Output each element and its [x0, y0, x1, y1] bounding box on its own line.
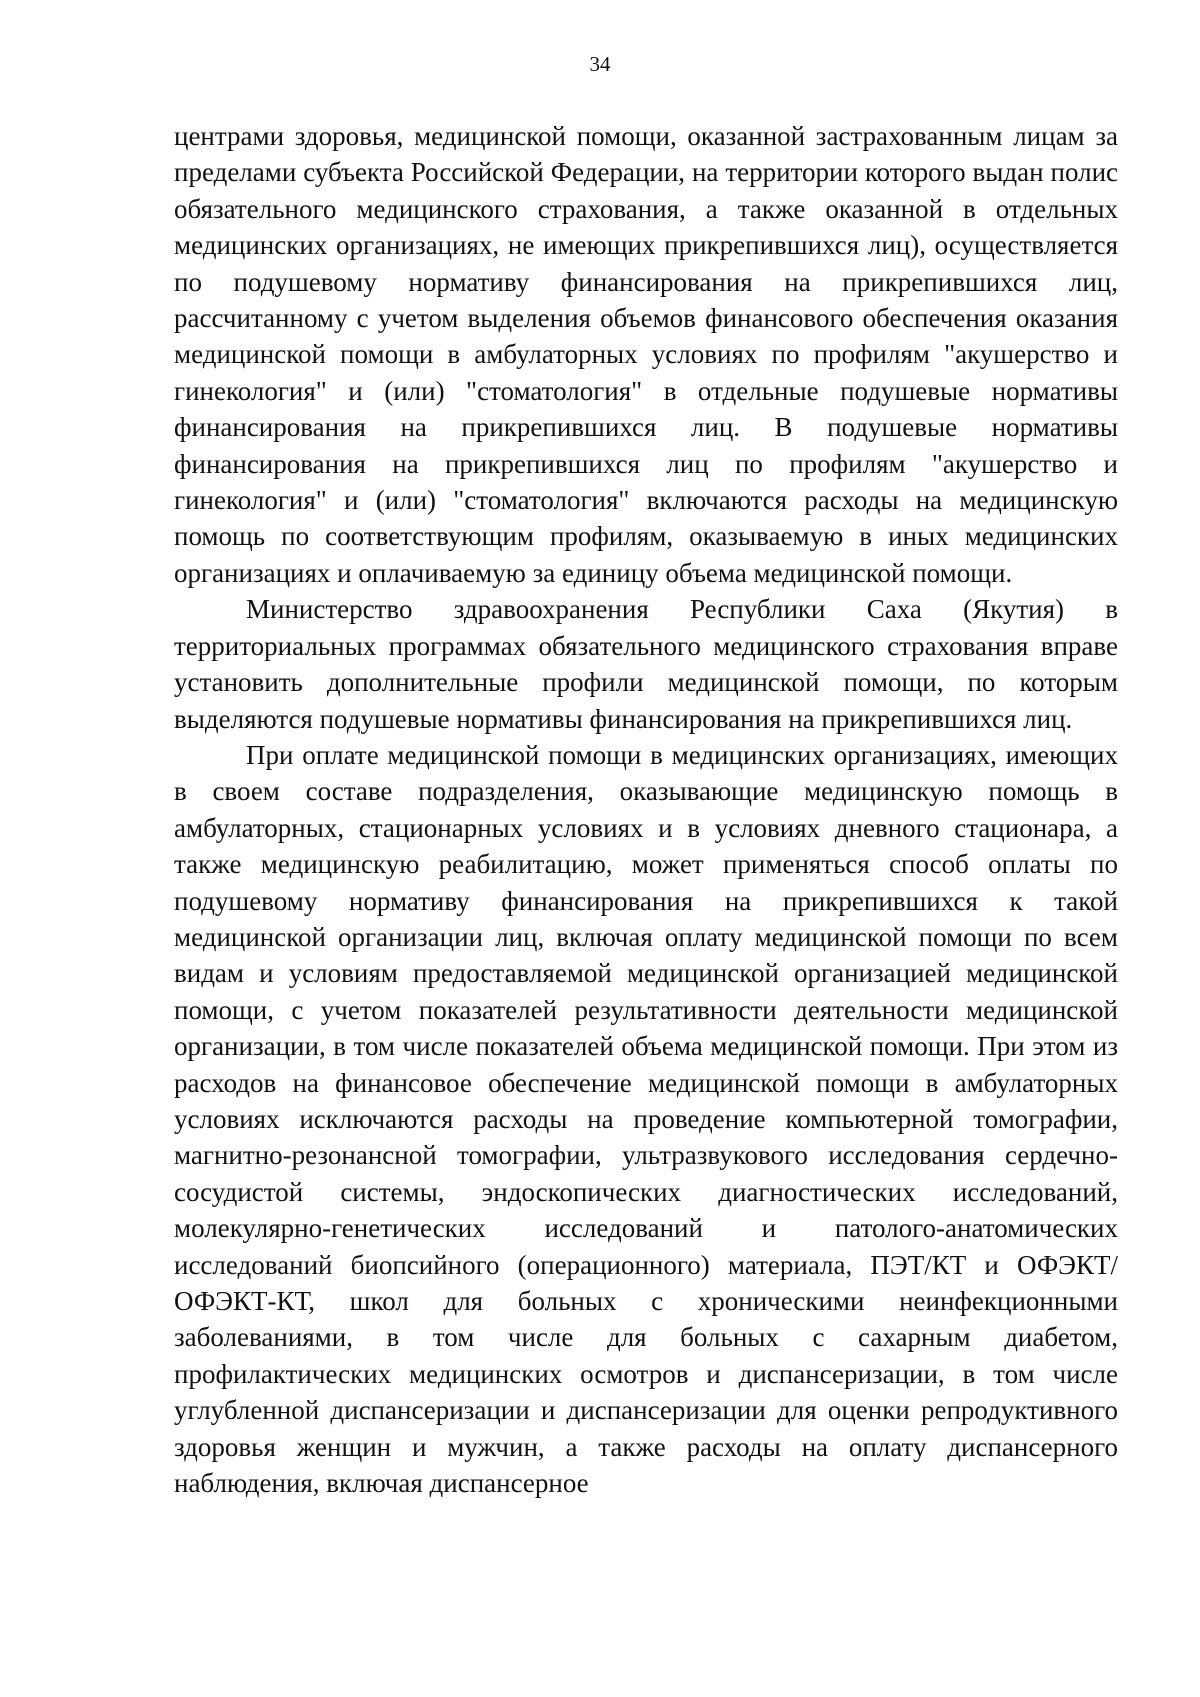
paragraph-continuation: центрами здоровья, медицинской помощи, оказанной застрахованным лицам за пределами субъекта Российской Федерации, на территории которого выдан полис обязательного медицинского страхования, а также оказанной в отдельных медицинских организациях, не имеющих прикрепившихся лиц), осуществляется по подушевому нормативу финансирования на прикрепившихся лиц, рассчитанному с учетом выделения объемов финансового обеспечения оказания медицинской помощи в амбулаторных условиях по профилям "акушерство и гинекология" и (или) "стоматология" в отдельные подушевые нормативы финансирования на прикрепившихся лиц. В подушевые нормативы финансирования на прикрепившихся лиц по профилям "акушерство и гинекология" и (или) "стоматология" включаются расходы на медицинскую помощь по соответствующим профилям, оказываемую в иных медицинских организациях и оплачиваемую за единицу объема медицинской помощи. [174, 121, 1118, 588]
page-number: 34 [589, 52, 611, 76]
paragraph-payment: При оплате медицинской помощи в медицинских организациях, имеющих в своем составе подразделения, оказывающие медицинскую помощь в амбулаторных, стационарных условиях и в условиях дневного стационара, а также медицинскую реабилитацию, может применяться способ оплаты по подушевому нормативу финансирования на прикрепившихся к такой медицинской организации лиц, включая оплату медицинской помощи по всем видам и условиям предоставляемой медицинской организацией медицинской помощи, с учетом показателей результативности деятельности медицинской организации, в том числе показателей объема медицинской помощи. При этом из расходов на финансовое обеспечение медицинской помощи в амбулаторных условиях исключаются расходы на проведение компьютерной томографии, магнитно-резонансной томографии, ультразвукового исследования сердечно-сосудистой системы, эндоскопических диагностических исследований, молекулярно-генетических исследований и патолого-анатомических исследований биопсийного (операционного) материала, ПЭТ/КТ и ОФЭКТ/ОФЭКТ-КТ, школ для больных с хроническими неинфекционными заболеваниями, в том числе для больных с сахарным диабетом, профилактических медицинских осмотров и диспансеризации, в том числе углубленной диспансеризации и диспансеризации для оценки репродуктивного здоровья женщин и мужчин, а также расходы на оплату диспансерного наблюдения, включая диспансерное [174, 739, 1118, 1499]
paragraph-ministry: Министерство здравоохранения Республики Саха (Якутия) в территориальных программах обязательного медицинского страхования вправе установить дополнительные профили медицинской помощи, по которым выделяются подушевые нормативы финансирования на прикрепившихся лиц. [174, 594, 1118, 734]
document-body [174, 118, 1118, 1501]
